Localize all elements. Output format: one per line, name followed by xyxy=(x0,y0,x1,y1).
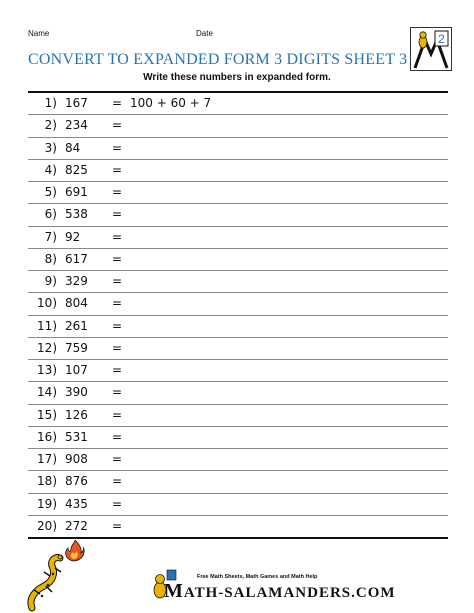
problem-value: 804 xyxy=(65,296,88,311)
date-label: Date xyxy=(196,29,213,38)
problem-value: 167 xyxy=(65,96,88,110)
problem-number: 19) xyxy=(37,496,57,511)
page-title: CONVERT TO EXPANDED FORM 3 DIGITS SHEET 3 xyxy=(28,51,408,68)
problem-row xyxy=(28,494,448,516)
equals-sign: = xyxy=(112,118,123,133)
problem-value: 538 xyxy=(65,207,88,222)
problem-value: 691 xyxy=(65,185,88,199)
problem-number: 11) xyxy=(37,318,57,333)
problem-value: 908 xyxy=(65,452,88,466)
equals-sign: = xyxy=(112,274,123,288)
problem-number: 20) xyxy=(37,518,57,533)
problem-value: 825 xyxy=(65,162,88,177)
brand-wordmark[interactable]: MATH-SALAMANDERS.COM xyxy=(164,580,396,602)
problem-value: 261 xyxy=(65,318,88,333)
grade-logo xyxy=(410,27,452,71)
equals-sign: = xyxy=(112,318,123,333)
problem-value: 759 xyxy=(65,340,88,355)
equals-sign: = xyxy=(112,207,123,222)
problem-number: 2) xyxy=(44,118,57,133)
problem-row xyxy=(28,138,448,160)
problem-row xyxy=(28,338,448,360)
problem-number: 4) xyxy=(44,162,57,177)
problem-row xyxy=(28,449,448,471)
problem-row xyxy=(28,204,448,226)
equals-sign: = xyxy=(112,429,123,444)
problem-row xyxy=(28,160,448,182)
footer-tagline: Free Math Sheets, Math Games and Math Help xyxy=(197,574,318,580)
equals-sign: = xyxy=(112,407,123,422)
grade-number: 2 xyxy=(438,32,445,46)
equals-sign: = xyxy=(112,452,123,466)
problem-value: 107 xyxy=(65,363,88,377)
problem-row xyxy=(28,516,448,539)
equals-sign: = xyxy=(112,340,123,355)
problem-value: 390 xyxy=(65,385,88,400)
answer-field[interactable]: 100 + 60 + 7 xyxy=(130,96,212,110)
fire-icon xyxy=(62,540,86,562)
problem-number: 12) xyxy=(37,340,57,355)
problems-table xyxy=(28,91,448,539)
problem-row xyxy=(28,360,448,382)
problem-number: 13) xyxy=(37,363,57,377)
problem-row xyxy=(28,293,448,315)
equals-sign: = xyxy=(112,385,123,400)
problem-number: 9) xyxy=(44,274,57,288)
problem-value: 92 xyxy=(65,229,81,244)
problem-value: 126 xyxy=(65,407,88,422)
equals-sign: = xyxy=(112,140,123,155)
problem-number: 5) xyxy=(44,185,57,199)
problem-row xyxy=(28,182,448,204)
equals-sign: = xyxy=(112,496,123,511)
name-label: Name xyxy=(28,29,50,38)
problem-row xyxy=(28,93,448,115)
problem-value: 876 xyxy=(65,474,88,489)
equals-sign: = xyxy=(112,296,123,311)
equals-sign: = xyxy=(112,162,123,177)
equals-sign: = xyxy=(112,96,123,110)
problem-number: 17) xyxy=(37,452,57,466)
problem-value: 84 xyxy=(65,140,81,155)
problem-number: 1) xyxy=(44,96,57,110)
problem-number: 15) xyxy=(37,407,57,422)
equals-sign: = xyxy=(112,251,123,266)
problem-row xyxy=(28,471,448,493)
equals-sign: = xyxy=(112,363,123,377)
problem-number: 8) xyxy=(44,251,57,266)
problem-value: 272 xyxy=(65,518,88,533)
problem-row xyxy=(28,405,448,427)
problem-number: 16) xyxy=(37,429,57,444)
equals-sign: = xyxy=(112,518,123,533)
problem-number: 18) xyxy=(37,474,57,489)
problem-row xyxy=(28,249,448,271)
equals-sign: = xyxy=(112,474,123,489)
equals-sign: = xyxy=(112,185,123,199)
salamander-logo-icon xyxy=(411,28,451,70)
problem-row xyxy=(28,316,448,338)
problem-number: 6) xyxy=(44,207,57,222)
problem-number: 3) xyxy=(44,140,57,155)
problem-number: 7) xyxy=(44,229,57,244)
problem-value: 234 xyxy=(65,118,88,133)
problem-value: 435 xyxy=(65,496,88,511)
instructions: Write these numbers in expanded form. xyxy=(143,72,331,83)
problem-value: 531 xyxy=(65,429,88,444)
problem-number: 10) xyxy=(37,296,57,311)
problem-row xyxy=(28,115,448,137)
problem-row xyxy=(28,382,448,404)
problem-number: 14) xyxy=(37,385,57,400)
equals-sign: = xyxy=(112,229,123,244)
problem-row xyxy=(28,427,448,449)
problem-row xyxy=(28,271,448,293)
problem-value: 329 xyxy=(65,274,88,288)
problem-row xyxy=(28,227,448,249)
problem-value: 617 xyxy=(65,251,88,266)
